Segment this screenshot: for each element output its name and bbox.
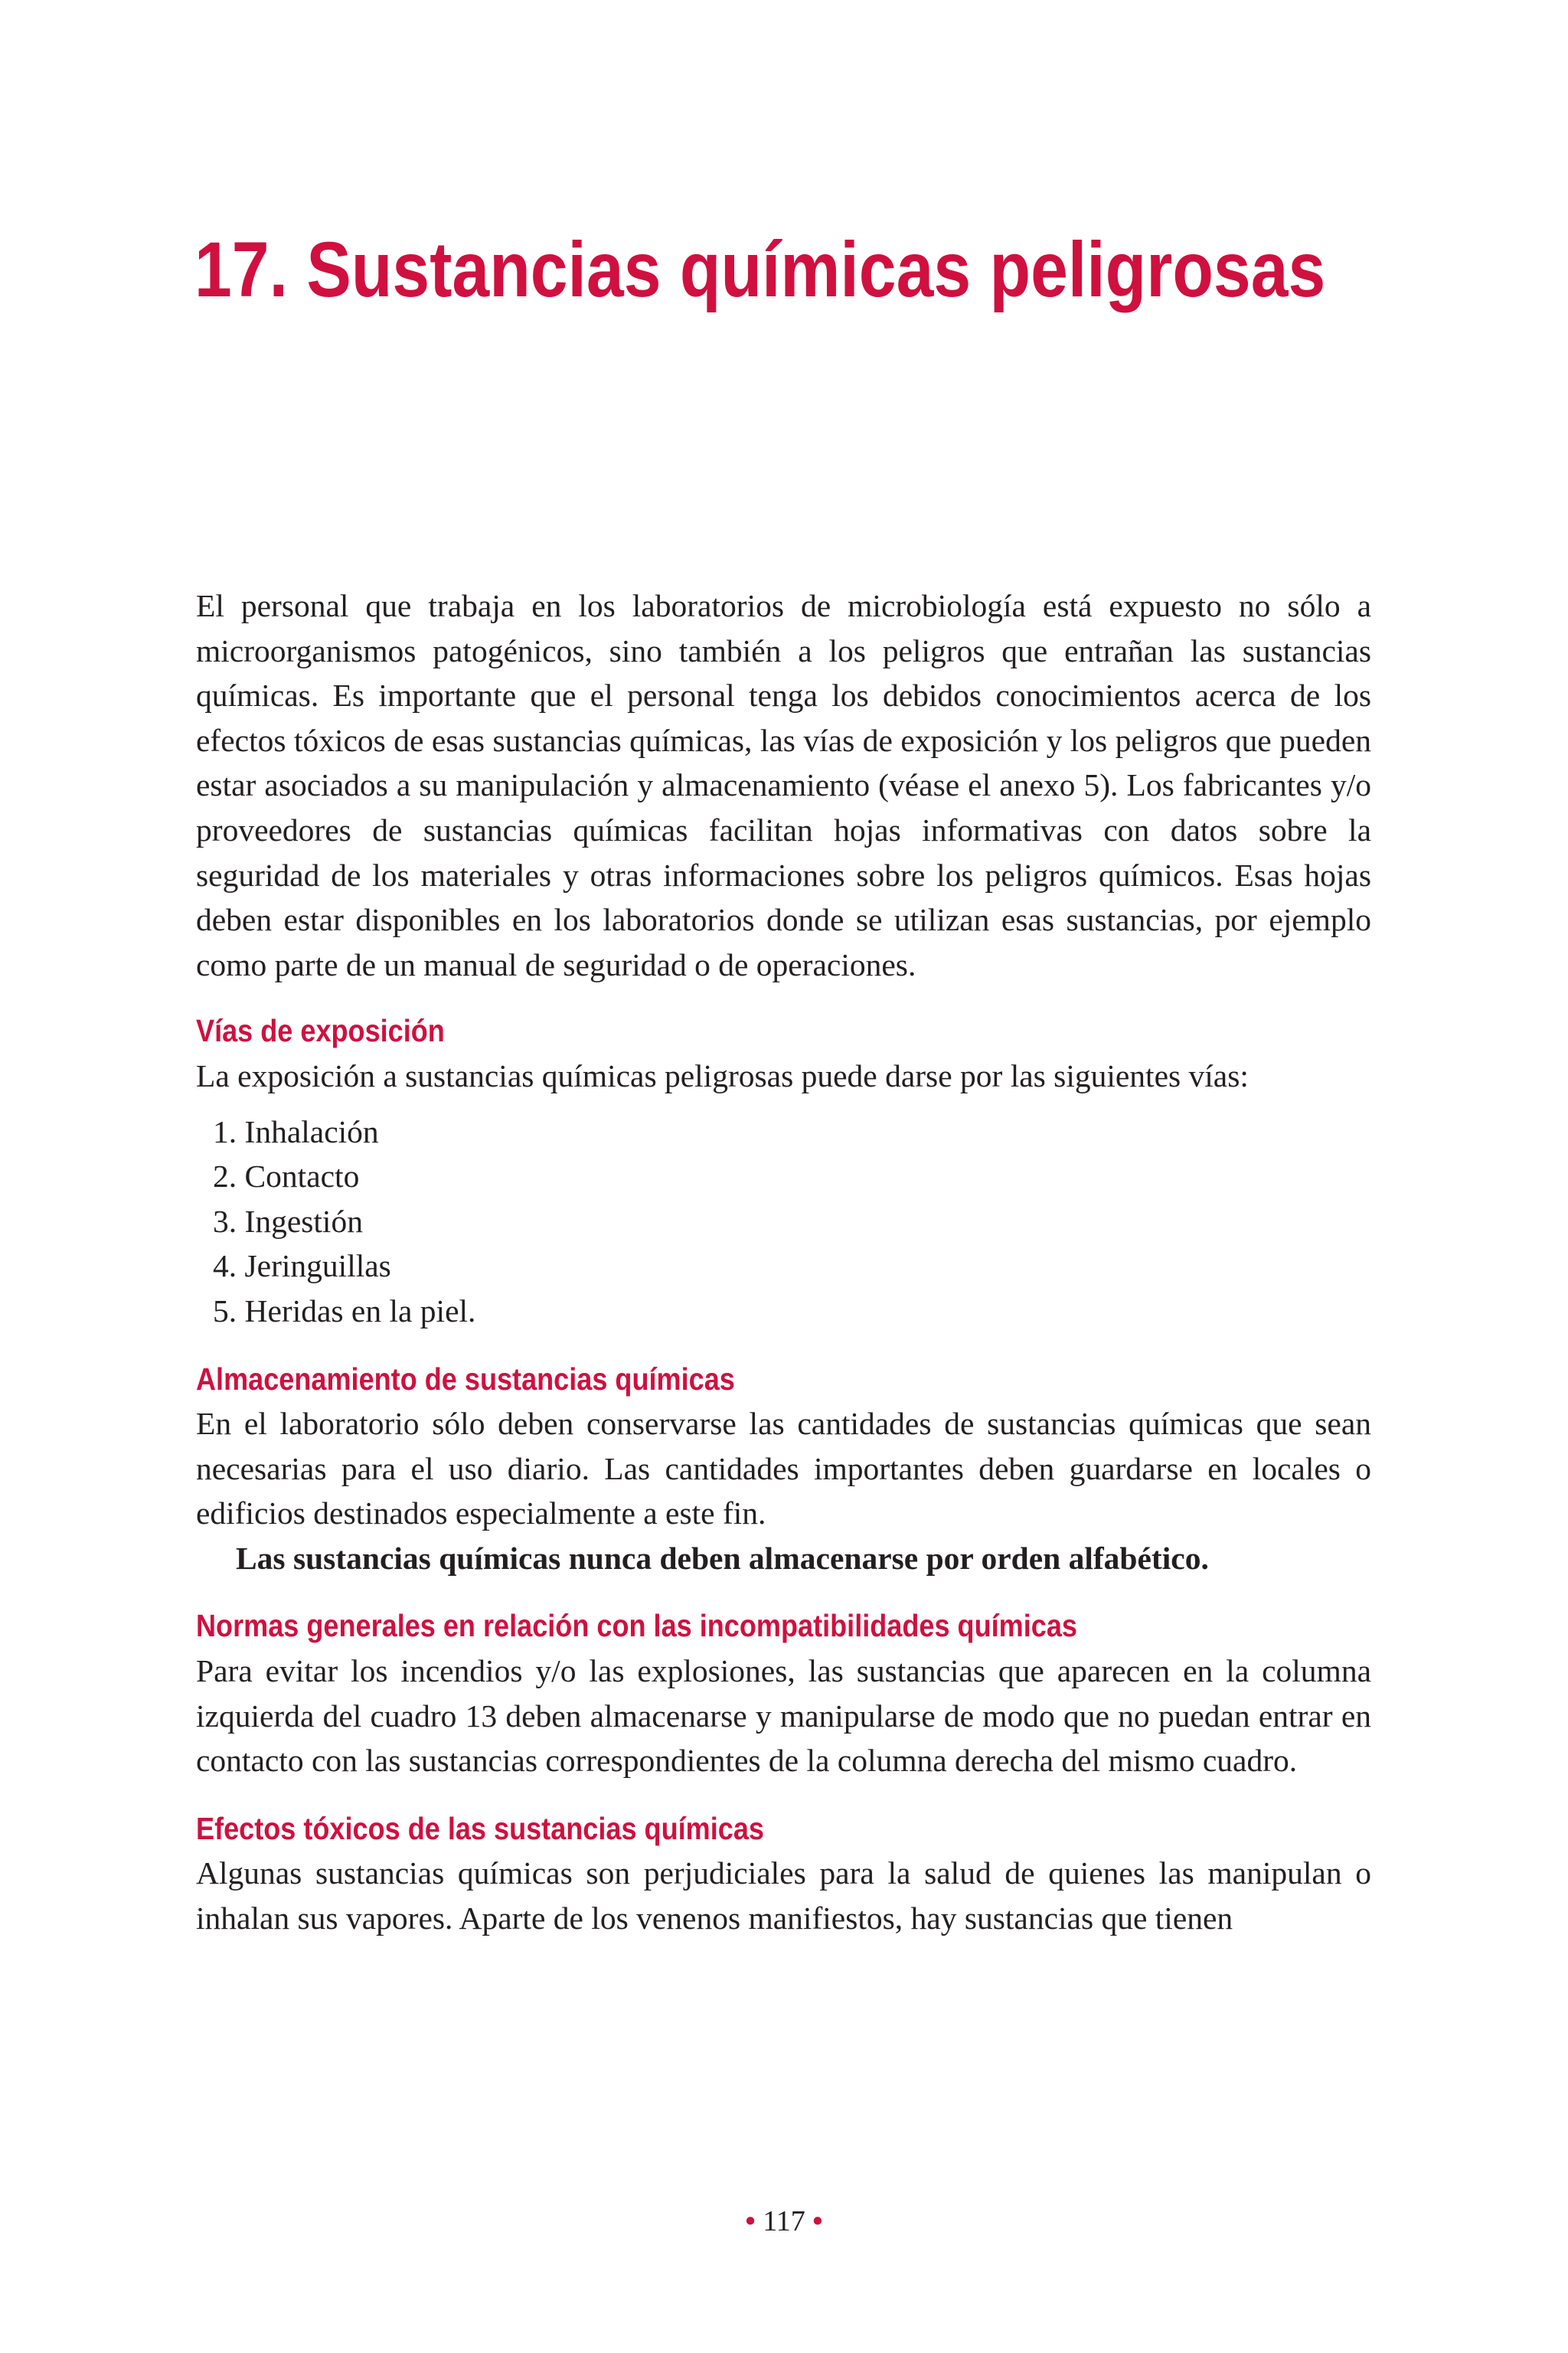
storage-paragraph: En el laboratorio sólo deben conservarse las cantidades de sustancias químicas que sean necesarias para el uso diario. Las cantidades importantes deben guardarse en locales o edificios destinados especialmente a este fin. bbox=[196, 1406, 1371, 1531]
exposure-paragraph: La exposición a sustancias químicas peligrosas puede darse por las siguientes vías: bbox=[196, 1057, 1249, 1093]
list-item: 3. Ingestión bbox=[213, 1203, 363, 1239]
exposure-routes-list bbox=[196, 1110, 1371, 1334]
chapter-title: 17. Sustancias químicas peligrosas bbox=[194, 226, 1326, 313]
list-item: 1. Inhalación bbox=[213, 1113, 379, 1149]
page-number-value: 117 bbox=[763, 2205, 805, 2237]
intro-paragraph: El personal que trabaja en los laboratorios de microbiología está expuesto no sólo a microorganismos patogénicos, sino también a los peligros que entrañan las sustancias químicas. Es importante que el personal tenga los debidos conocimientos acerca de los efectos tóxicos de esas sustancias químicas, las vías de exposición y los peligros que pueden estar asociados a su manipulación y almacenamiento (véase el anexo 5). Los fabricantes y/o proveedores de sustancias químicas facilitan hojas informativas con datos sobre la seguridad de los materiales y otras informaciones sobre los peligros químicos. Esas hojas deben estar disponibles en los laboratorios donde se utilizan esas sustancias, por ejemplo como parte de un manual de seguridad o de operaciones. bbox=[196, 588, 1371, 982]
section-heading-exposure: Vías de exposición bbox=[196, 1013, 445, 1049]
incompatibilities-paragraph: Para evitar los incendios y/o las explosiones, las sustancias que aparecen en la columna izquierda del cuadro 13 deben almacenarse y manipularse de modo que no puedan entrar en contacto con las sustancias correspondientes de la columna derecha del mismo cuadro. bbox=[196, 1653, 1371, 1779]
section-heading-toxic-effects: Efectos tóxicos de las sustancias químicas bbox=[196, 1810, 764, 1846]
list-item: 4. Jeringuillas bbox=[213, 1248, 391, 1284]
section-heading-incompatibilities: Normas generales en relación con las incompatibilidades químicas bbox=[196, 1608, 1077, 1644]
list-item: 2. Contacto bbox=[213, 1159, 360, 1194]
toxic-effects-paragraph: Algunas sustancias químicas son perjudiciales para la salud de quienes las manipulan o inhalan sus vapores. Aparte de los venenos manifiestos, hay sustancias que tienen bbox=[196, 1855, 1371, 1936]
bullet-left: • bbox=[745, 2205, 756, 2237]
bullet-right: • bbox=[812, 2205, 823, 2237]
storage-bold-note: Las sustancias químicas nunca deben almacenarse por orden alfabético. bbox=[236, 1540, 1209, 1576]
page-body bbox=[196, 583, 1371, 1941]
page-number bbox=[0, 2202, 1568, 2240]
section-heading-storage: Almacenamiento de sustancias químicas bbox=[196, 1361, 735, 1397]
list-item: 5. Heridas en la piel. bbox=[213, 1293, 476, 1328]
